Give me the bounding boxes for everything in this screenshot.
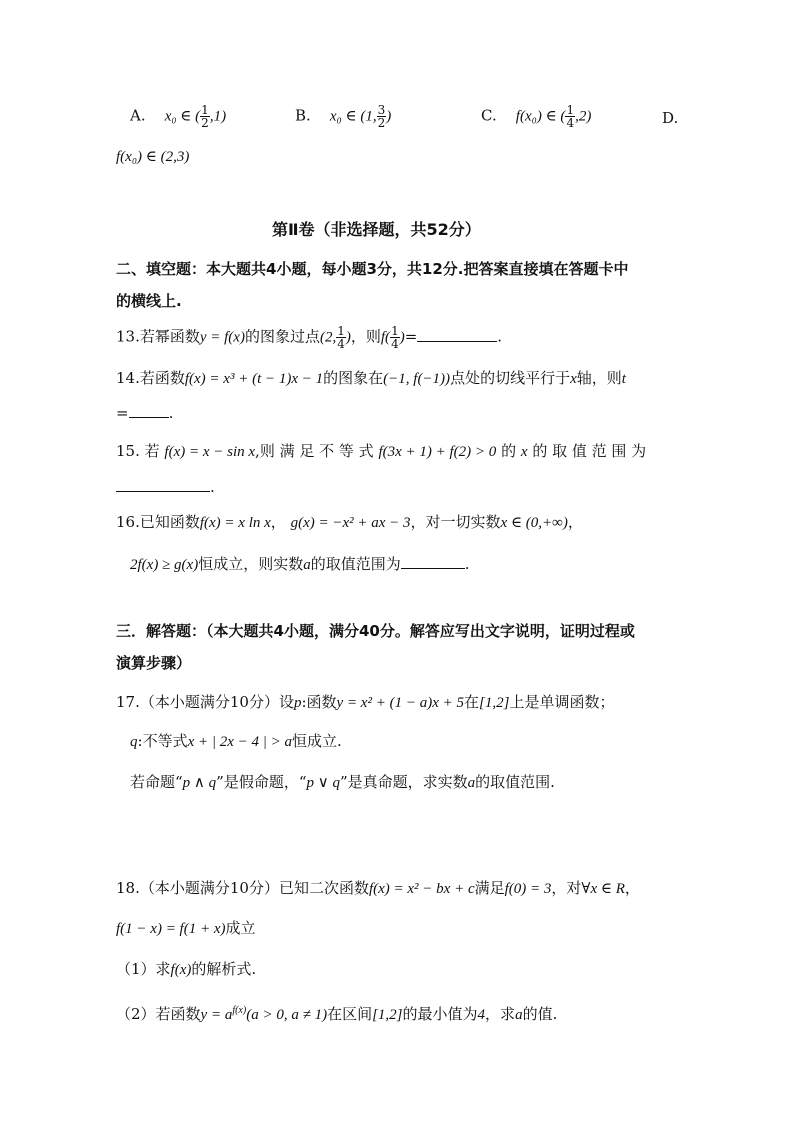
q16-text-end: 的取值范围为 bbox=[310, 555, 401, 573]
question-14 bbox=[116, 367, 626, 390]
q15-end: . bbox=[210, 478, 215, 496]
fraction bbox=[336, 325, 346, 350]
q16-text-mid: ，对一切实数 bbox=[410, 513, 501, 531]
q17-var: a bbox=[467, 775, 476, 791]
q18-p1-text: （1）求 bbox=[116, 960, 171, 978]
q14-var: t bbox=[621, 371, 626, 387]
answer-blank[interactable] bbox=[417, 327, 497, 342]
q17-ineq: x + | 2x − 4 | > a bbox=[187, 734, 293, 750]
q18-p2-mid3: ，求 bbox=[485, 1005, 516, 1023]
q16-sep: ， bbox=[270, 513, 286, 531]
option-b-math-end: ) bbox=[386, 108, 392, 125]
question-18-line2 bbox=[116, 917, 256, 940]
q17-p: p bbox=[293, 695, 302, 711]
section2-heading-line2: 的横线上. bbox=[116, 292, 182, 310]
q14-end: . bbox=[168, 404, 174, 422]
q17-and: p ∧ q bbox=[182, 775, 217, 791]
q17-func: y = x² + (1 − a)x + 5 bbox=[336, 695, 464, 711]
question-18-part1 bbox=[116, 958, 256, 981]
q17-text-mid2: 在 bbox=[463, 693, 479, 711]
q13-f: f( bbox=[380, 329, 391, 346]
frac-den: 4 bbox=[566, 116, 575, 130]
q12-option-a bbox=[130, 104, 226, 129]
q14-eq: = bbox=[116, 404, 129, 422]
section3-heading-line2: 演算步骤） bbox=[116, 654, 192, 672]
q14-point: (−1, f(−1)) bbox=[383, 371, 451, 387]
answer-blank[interactable] bbox=[129, 403, 169, 418]
answer-blank[interactable] bbox=[116, 477, 210, 492]
frac-num: 1 bbox=[391, 324, 399, 338]
q15-var: x bbox=[520, 444, 528, 460]
q13-point: (2, bbox=[319, 329, 337, 346]
q18-p2-interval: [1,2] bbox=[372, 1007, 403, 1023]
q14-func: f(x) = x³ + (t − 1)x − 1 bbox=[184, 371, 324, 387]
section3-heading-line1: 三．解答题：（本大题共4小题，满分40分。解答应写出文字说明，证明过程或 bbox=[116, 622, 635, 640]
option-label: B. bbox=[295, 106, 311, 125]
fraction bbox=[377, 104, 387, 129]
frac-num: 3 bbox=[377, 103, 386, 117]
question-15-line2 bbox=[116, 476, 215, 498]
q17-text-l2-end: 恒成立. bbox=[292, 732, 342, 750]
q13-text-mid: 的图象过点 bbox=[244, 327, 320, 346]
q18-p2-mid: 在区间 bbox=[327, 1005, 373, 1023]
q13-point-end: ) bbox=[345, 329, 351, 346]
q15-func: f(x) = x − sin x bbox=[164, 444, 256, 460]
q18-p2-mid2: 的最小值为 bbox=[402, 1005, 478, 1023]
q12-option-d-label: D. bbox=[662, 109, 679, 127]
q13-f-end: ) bbox=[399, 329, 405, 346]
option-label: C. bbox=[481, 106, 497, 125]
q14-axis: x bbox=[570, 371, 577, 387]
q17-q-colon: : bbox=[137, 732, 143, 750]
frac-num: 1 bbox=[201, 103, 209, 117]
q17-text-end: 上是单调函数； bbox=[509, 693, 615, 711]
q17-q: q bbox=[130, 734, 138, 750]
frac-den: 2 bbox=[201, 116, 209, 130]
q15-ineq: f(3x + 1) + f(2) > 0 bbox=[378, 444, 497, 460]
q16-text: 16.已知函数 bbox=[116, 513, 200, 531]
q18-text-mid: 满足 bbox=[474, 879, 505, 897]
q17-interval: [1,2] bbox=[479, 695, 510, 711]
q16-g: g(x) = −x² + ax − 3 bbox=[290, 515, 411, 531]
section2-title: 第Ⅱ卷（非选择题，共52分） bbox=[272, 220, 481, 239]
q18-p2-cond: (a > 0, a ≠ 1) bbox=[246, 1007, 328, 1023]
q15-text-end: 的 取 值 范 围 为 bbox=[532, 442, 647, 460]
q18-p2-text: （2）若函数 bbox=[116, 1005, 201, 1023]
section2-heading-line1: 二、填空题：本大题共4小题，每小题3分，共12分.把答案直接填在答题卡中 bbox=[116, 260, 629, 278]
q18-symmetry: f(1 − x) = f(1 + x) bbox=[116, 921, 226, 937]
question-13 bbox=[116, 325, 502, 350]
q17-text-l2: 不等式 bbox=[142, 732, 188, 750]
question-18-part2 bbox=[116, 1000, 557, 1026]
q17-or: p ∨ q bbox=[306, 775, 340, 791]
fraction bbox=[200, 104, 210, 129]
q18-end1: ， bbox=[624, 879, 640, 897]
q16-dot: . bbox=[464, 555, 470, 573]
q16-text-mid2: 恒成立，则实数 bbox=[198, 555, 304, 573]
q14-text-mid2: 点处的切线平行于 bbox=[450, 369, 571, 387]
fraction bbox=[390, 325, 400, 350]
option-label: A. bbox=[130, 106, 146, 125]
question-16 bbox=[116, 511, 583, 534]
q18-p1-end: 的解析式. bbox=[191, 960, 257, 978]
q18-p2-end: 的值. bbox=[522, 1005, 558, 1023]
q18-forall: ∀x ∈ R bbox=[581, 881, 625, 897]
q13-eq: = bbox=[404, 327, 418, 346]
frac-num: 1 bbox=[337, 324, 345, 338]
q17-text-l3-end: 的取值范围. bbox=[475, 773, 555, 791]
q18-p2-exponent: f(x) bbox=[232, 1005, 247, 1016]
frac-den: 4 bbox=[391, 337, 399, 351]
q18-p1-f: f(x) bbox=[170, 962, 192, 978]
option-c-math: f(x₀) ∈ ( bbox=[515, 108, 566, 125]
question-16-line2 bbox=[130, 553, 470, 576]
q12-option-c bbox=[481, 104, 591, 129]
q16-end1: ， bbox=[567, 513, 583, 531]
answer-blank[interactable] bbox=[401, 554, 465, 569]
option-b-math: x₀ ∈ (1, bbox=[329, 108, 377, 125]
q13-end: . bbox=[497, 327, 503, 346]
q18-text: 18.（本小题满分10分）已知二次函数 bbox=[116, 879, 369, 897]
q16-ineq: 2f(x) ≥ g(x) bbox=[130, 557, 199, 573]
q18-p2-var: a bbox=[515, 1007, 523, 1023]
q17-colon: : bbox=[301, 693, 307, 711]
frac-den: 4 bbox=[337, 337, 345, 351]
option-a-math-end: ,1) bbox=[209, 108, 227, 125]
q15-text-mid: ,则 满 足 不 等 式 bbox=[255, 442, 374, 460]
option-c-math-end: ,2) bbox=[575, 108, 592, 125]
q18-text-mid2: ，对 bbox=[551, 879, 582, 897]
q15-text-mid2: 的 bbox=[501, 442, 517, 460]
q13-text: 13.若幂函数 bbox=[116, 327, 200, 346]
question-18 bbox=[116, 877, 640, 900]
q14-text-mid3: 轴，则 bbox=[576, 369, 622, 387]
q17-text-l3: 若命题“ bbox=[130, 773, 183, 791]
q16-var: a bbox=[303, 557, 311, 573]
q17-text-l3-mid2: ”是真命题，求实数 bbox=[339, 773, 468, 791]
q18-p2-value: 4 bbox=[477, 1007, 486, 1023]
option-a-math: x₀ ∈ ( bbox=[164, 108, 201, 125]
fraction bbox=[565, 104, 575, 129]
q16-f: f(x) = x ln x bbox=[199, 515, 271, 531]
q14-text-mid: 的图象在 bbox=[323, 369, 384, 387]
q12-option-d-text: f(x₀) ∈ (2,3) bbox=[116, 149, 190, 165]
frac-den: 2 bbox=[377, 116, 386, 130]
q17-text: 17.（本小题满分10分）设 bbox=[116, 693, 294, 711]
q12-option-b bbox=[295, 104, 391, 129]
question-17 bbox=[116, 691, 614, 714]
q15-text: 15. 若 bbox=[116, 442, 160, 460]
q18-text-l2-end: 成立 bbox=[225, 919, 256, 937]
q13-text-mid2: ，则 bbox=[350, 327, 381, 346]
q13-func: y = f(x) bbox=[199, 329, 245, 346]
frac-num: 1 bbox=[566, 103, 575, 117]
q16-domain: x ∈ (0,+∞) bbox=[500, 515, 568, 531]
question-15 bbox=[116, 440, 646, 463]
q18-cond: f(0) = 3 bbox=[504, 881, 552, 897]
q14-text: 14.若函数 bbox=[116, 369, 185, 387]
question-17-line2 bbox=[130, 730, 342, 753]
q18-func: f(x) = x² − bx + c bbox=[368, 881, 475, 897]
q17-text-l3-mid: ”是假命题，“ bbox=[216, 773, 307, 791]
question-17-line3 bbox=[130, 771, 555, 794]
question-14-line2 bbox=[116, 402, 173, 424]
q17-text-mid: 函数 bbox=[306, 693, 337, 711]
q18-p2-func: y = a bbox=[200, 1007, 233, 1023]
